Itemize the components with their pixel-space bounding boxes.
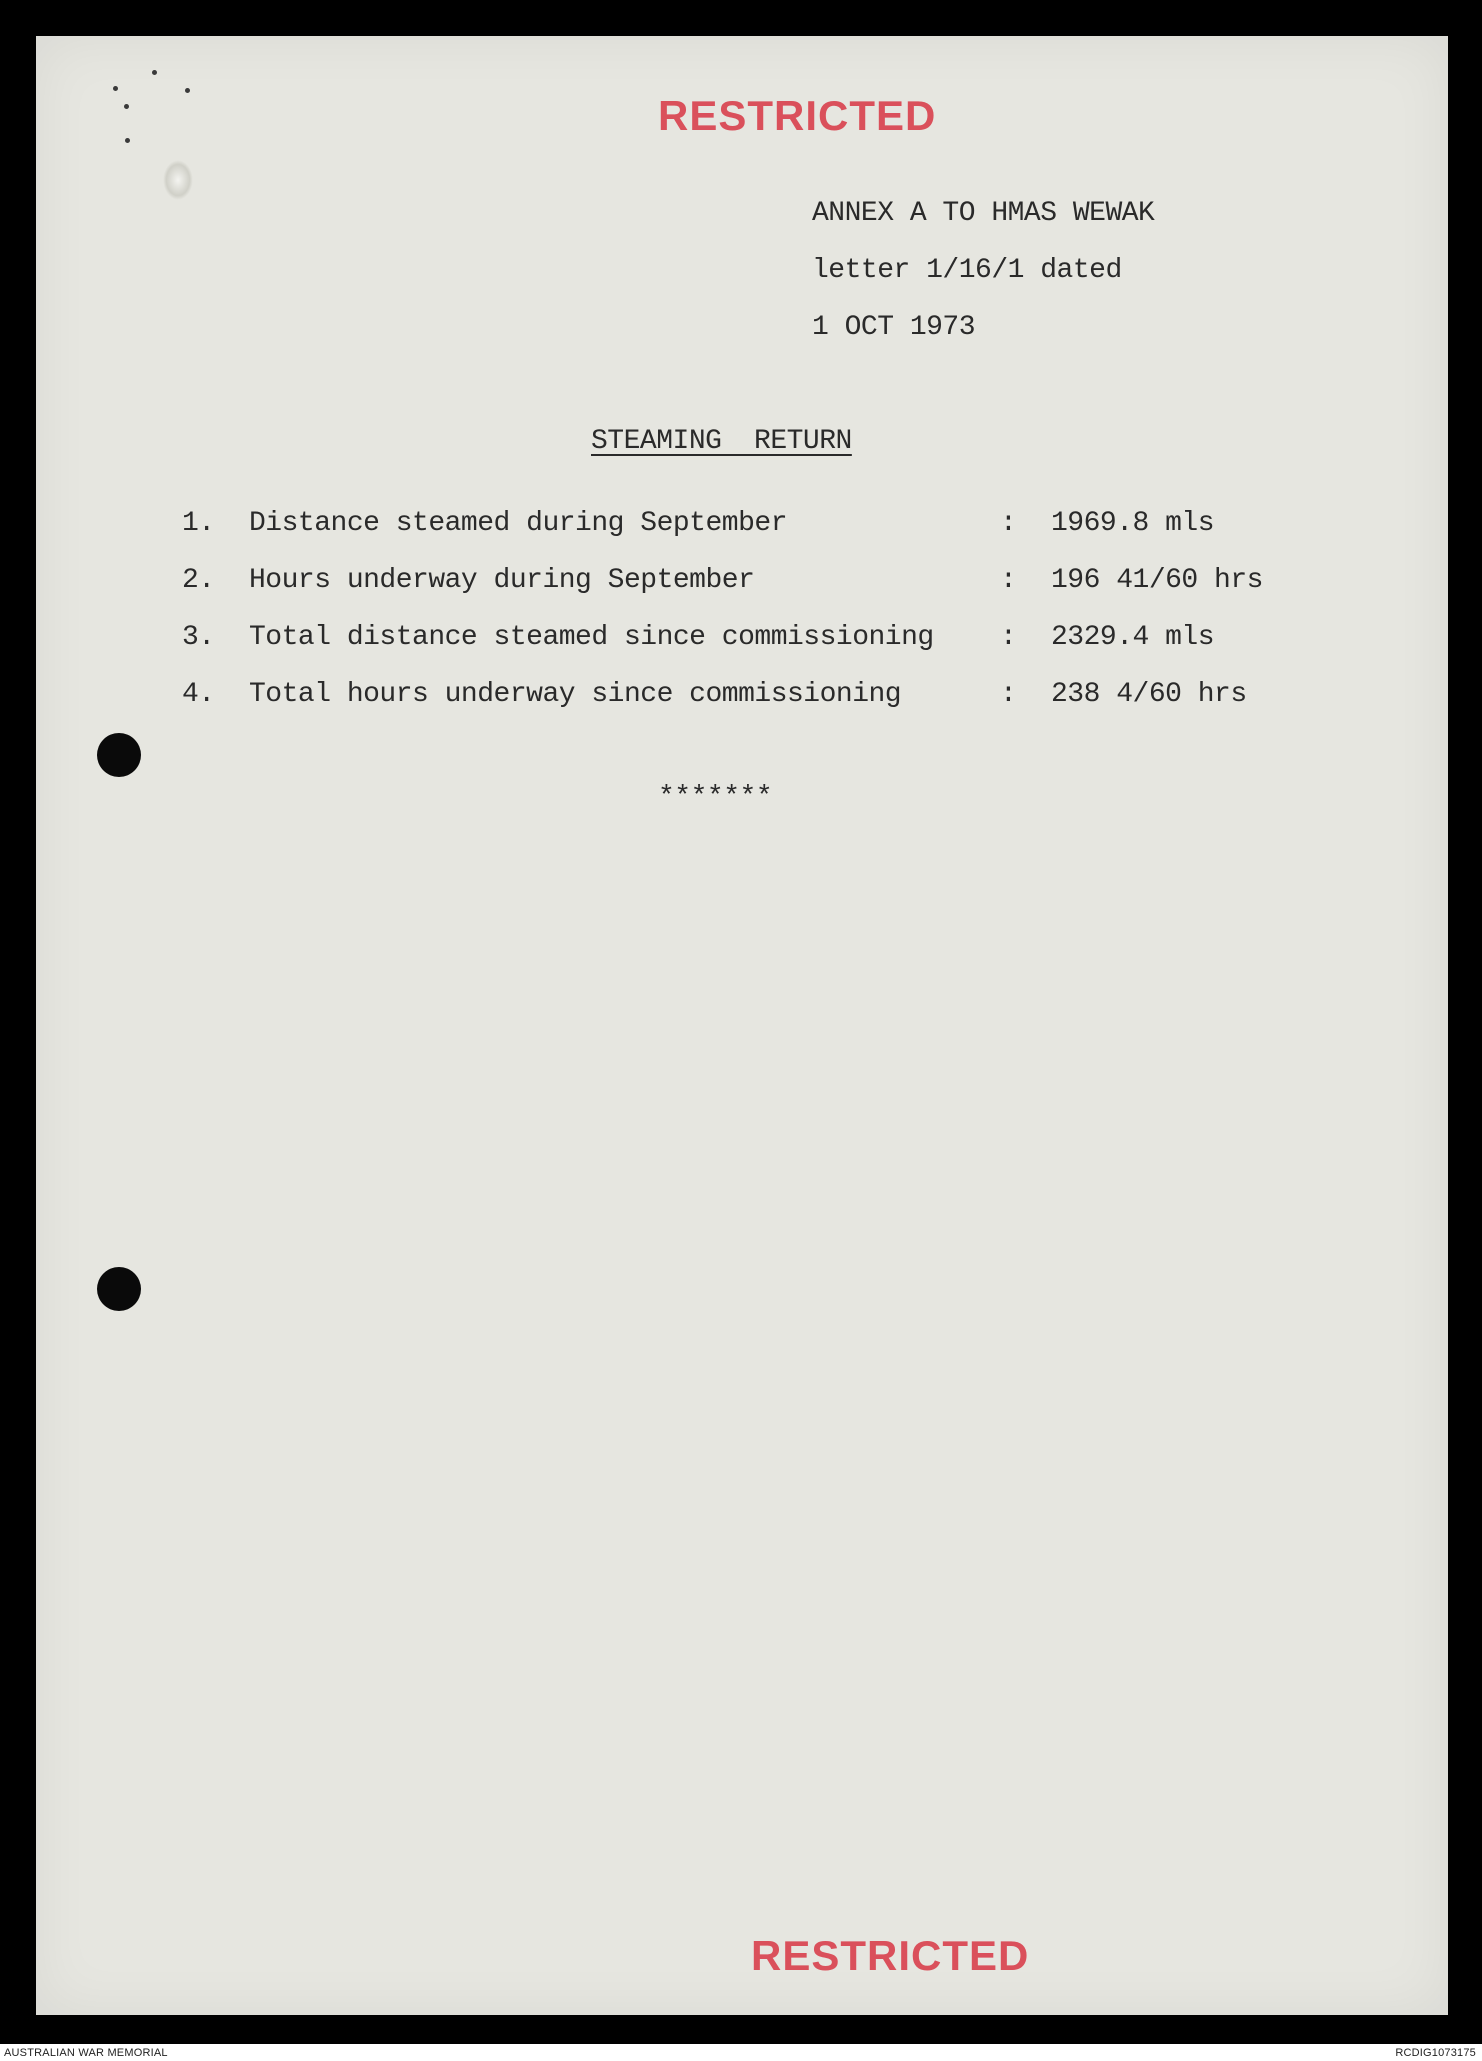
punch-hole <box>97 1267 141 1311</box>
staple-mark <box>185 88 190 93</box>
row-colon: : <box>1000 508 1017 539</box>
punch-hole <box>97 733 141 777</box>
row-number: 2. <box>182 565 215 596</box>
document-heading: STEAMING RETURN <box>591 426 852 457</box>
row-label: Hours underway during September <box>249 565 755 596</box>
paper-sheet <box>36 36 1448 2015</box>
footer-bar <box>0 2044 1482 2061</box>
row-number: 1. <box>182 508 215 539</box>
staple-mark <box>125 138 130 143</box>
restricted-stamp-bottom: RESTRICTED <box>751 1932 1030 1979</box>
row-number: 3. <box>182 622 215 653</box>
asterisk-separator: ******* <box>658 782 773 813</box>
staple-mark <box>124 104 129 109</box>
row-label: Distance steamed during September <box>249 508 787 539</box>
row-label: Total distance steamed since commissioning <box>249 622 934 653</box>
reference-line-letter: letter 1/16/1 dated <box>812 255 1122 286</box>
staple-mark <box>113 86 118 91</box>
reference-line-date: 1 OCT 1973 <box>812 312 976 343</box>
row-colon: : <box>1000 622 1017 653</box>
staple-tear <box>163 160 193 200</box>
row-value: 196 41/60 hrs <box>1051 565 1263 596</box>
row-value: 238 4/60 hrs <box>1051 679 1247 710</box>
footer-item-id: RCDIG1073175 <box>1395 2047 1476 2059</box>
row-value: 2329.4 mls <box>1051 622 1215 653</box>
row-value: 1969.8 mls <box>1051 508 1215 539</box>
row-colon: : <box>1000 679 1017 710</box>
row-label: Total hours underway since commissioning <box>249 679 902 710</box>
row-colon: : <box>1000 565 1017 596</box>
restricted-stamp-top: RESTRICTED <box>658 92 937 139</box>
footer-archive-name: AUSTRALIAN WAR MEMORIAL <box>4 2047 168 2059</box>
staple-mark <box>152 70 157 75</box>
reference-line-annex: ANNEX A TO HMAS WEWAK <box>812 198 1155 229</box>
row-number: 4. <box>182 679 215 710</box>
